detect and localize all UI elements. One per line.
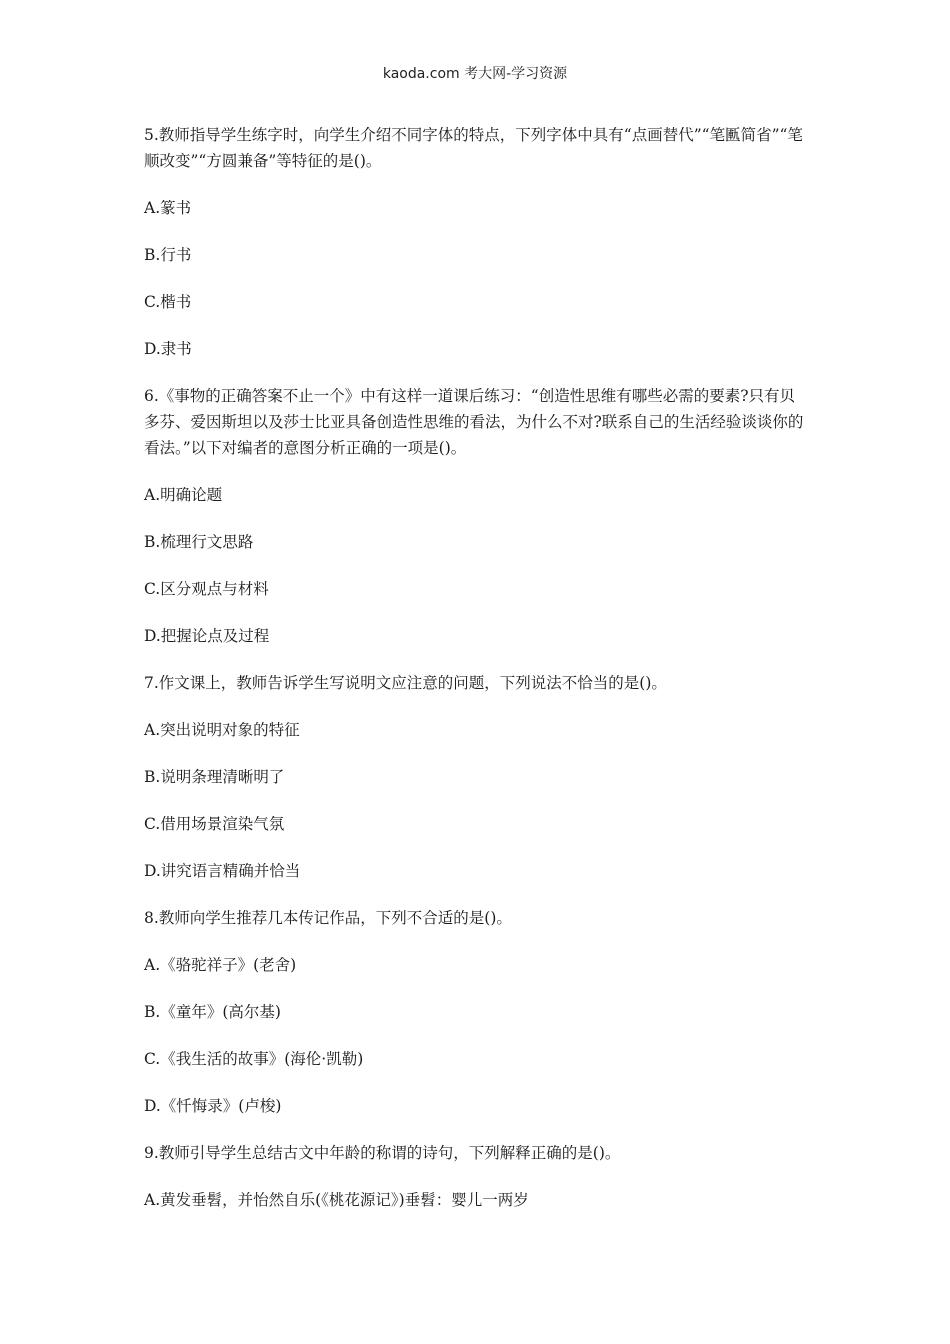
question-6: 6.《事物的正确答案不止一个》中有这样一道课后练习：“创造性思维有哪些必需的要素?只有贝多芬、爱因斯坦以及莎士比亚具备创造性思维的看法，为什么不对?联系自己的生活经验谈谈你的看法。”以下对编者的意图分析正确的一项是()。 — [144, 387, 804, 457]
question-6-option-d: D.把握论点及过程 — [144, 627, 270, 645]
question-8-option-b: B.《童年》(高尔基) — [144, 1003, 281, 1021]
question-7: 7.作文课上，教师告诉学生写说明文应注意的问题，下列说法不恰当的是()。 — [144, 674, 667, 692]
question-8-option-c: C.《我生活的故事》(海伦·凯勒) — [144, 1050, 364, 1068]
question-8-option-d: D.《忏悔录》(卢梭) — [144, 1097, 282, 1115]
question-5-option-c: C.楷书 — [144, 293, 192, 311]
page-header: kaoda.com 考大网-学习资源 — [382, 66, 568, 82]
question-6-option-b: B.梳理行文思路 — [144, 533, 254, 551]
question-7-option-b: B.说明条理清晰明了 — [144, 768, 285, 786]
question-7-option-c: C.借用场景渲染气氛 — [144, 815, 285, 833]
question-5-option-b: B.行书 — [144, 246, 192, 264]
question-5: 5.教师指导学生练字时，向学生介绍不同字体的特点，下列字体中具有“点画替代”“笔匭简省”“笔顺改变”“方圆兼备”等特征的是()。 — [144, 126, 803, 170]
question-9-option-a: A.黄发垂髫，并怡然自乐(《桃花源记》)垂髫：婴儿一两岁 — [144, 1191, 529, 1209]
question-5-option-d: D.隶书 — [144, 340, 192, 358]
question-5-option-a: A.篆书 — [144, 199, 192, 217]
question-9: 9.教师引导学生总结古文中年龄的称谓的诗句，下列解释正确的是()。 — [144, 1144, 621, 1162]
question-8: 8.教师向学生推荐几本传记作品，下列不合适的是()。 — [144, 909, 512, 927]
question-7-option-a: A.突出说明对象的特征 — [144, 721, 300, 739]
question-7-option-d: D.讲究语言精确并恰当 — [144, 862, 301, 880]
question-8-option-a: A.《骆驼祥子》(老舍) — [144, 956, 297, 974]
question-6-option-a: A.明确论题 — [144, 486, 223, 504]
question-6-option-c: C.区分观点与材料 — [144, 580, 269, 598]
document-body — [144, 122, 810, 1234]
